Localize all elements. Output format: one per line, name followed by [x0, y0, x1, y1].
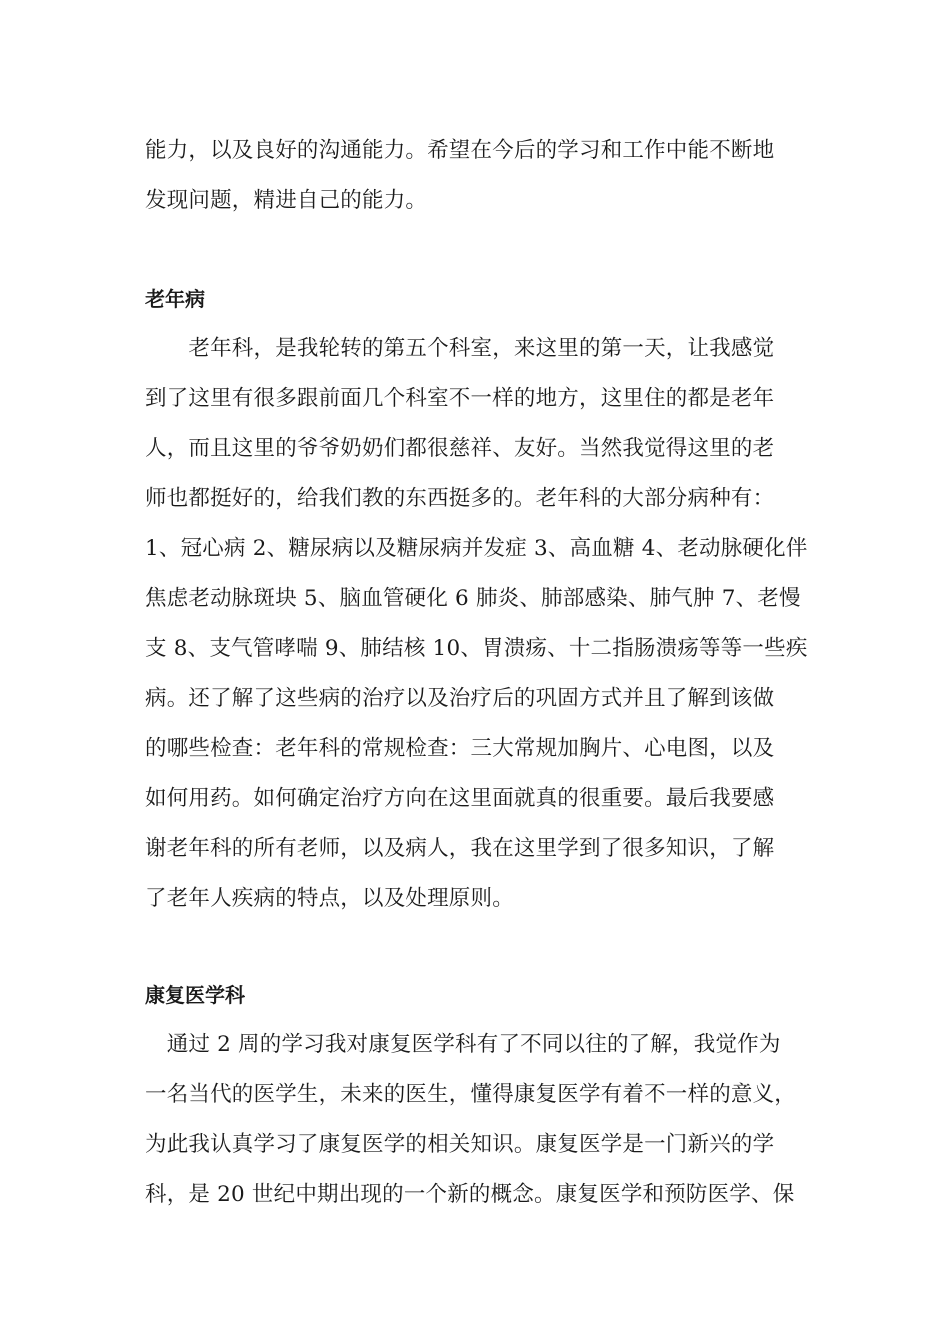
paragraph-line: 能力，以及良好的沟通能力。希望在今后的学习和工作中能不断地: [145, 138, 775, 163]
paragraph-line: 了老年人疾病的特点，以及处理原则。: [145, 886, 514, 911]
section-geriatrics: [145, 274, 810, 924]
paragraph-line: 科，是 20 世纪中期出现的一个新的概念。康复医学和预防医学、保: [145, 1182, 795, 1207]
paragraph-line: 1、冠心病 2、糖尿病以及糖尿病并发症 3、高血糖 4、老动脉硬化伴: [145, 536, 808, 561]
paragraph-line: 焦虑老动脉斑块 5、脑血管硬化 6 肺炎、肺部感染、肺气肿 7、老慢: [145, 586, 801, 611]
section-heading: 老年病: [145, 287, 205, 311]
paragraph-line: 为此我认真学习了康复医学的相关知识。康复医学是一门新兴的学: [145, 1132, 775, 1157]
section-heading: 康复医学科: [145, 983, 245, 1007]
paragraph-line: 的哪些检查：老年科的常规检查：三大常规加胸片、心电图，以及: [145, 736, 775, 761]
paragraph-line: 一名当代的医学生，未来的医生，懂得康复医学有着不一样的意义，: [145, 1082, 797, 1107]
paragraph-line: 如何用药。如何确定治疗方向在这里面就真的很重要。最后我要感: [145, 786, 775, 811]
paragraph-line: 通过 2 周的学习我对康复医学科有了不同以往的了解，我觉作为: [145, 1032, 781, 1057]
paragraph-line: 师也都挺好的，给我们教的东西挺多的。老年科的大部分病种有：: [145, 486, 775, 511]
document-page: [145, 126, 810, 1220]
paragraph-line: 到了这里有很多跟前面几个科室不一样的地方，这里住的都是老年: [145, 386, 775, 411]
intro-paragraph: [145, 126, 810, 226]
paragraph-line: 老年科，是我轮转的第五个科室，来这里的第一天，让我感觉: [145, 336, 775, 361]
paragraph-line: 人，而且这里的爷爷奶奶们都很慈祥、友好。当然我觉得这里的老: [145, 436, 775, 461]
paragraph-line: 病。还了解了这些病的治疗以及治疗后的巩固方式并且了解到该做: [145, 686, 775, 711]
paragraph-line: 发现问题，精进自己的能力。: [145, 188, 428, 213]
paragraph-line: 谢老年科的所有老师，以及病人，我在这里学到了很多知识，了解: [145, 836, 775, 861]
section-rehab: [145, 970, 810, 1220]
paragraph-line: 支 8、支气管哮喘 9、肺结核 10、胃溃疡、十二指肠溃疡等等一些疾: [145, 636, 808, 661]
